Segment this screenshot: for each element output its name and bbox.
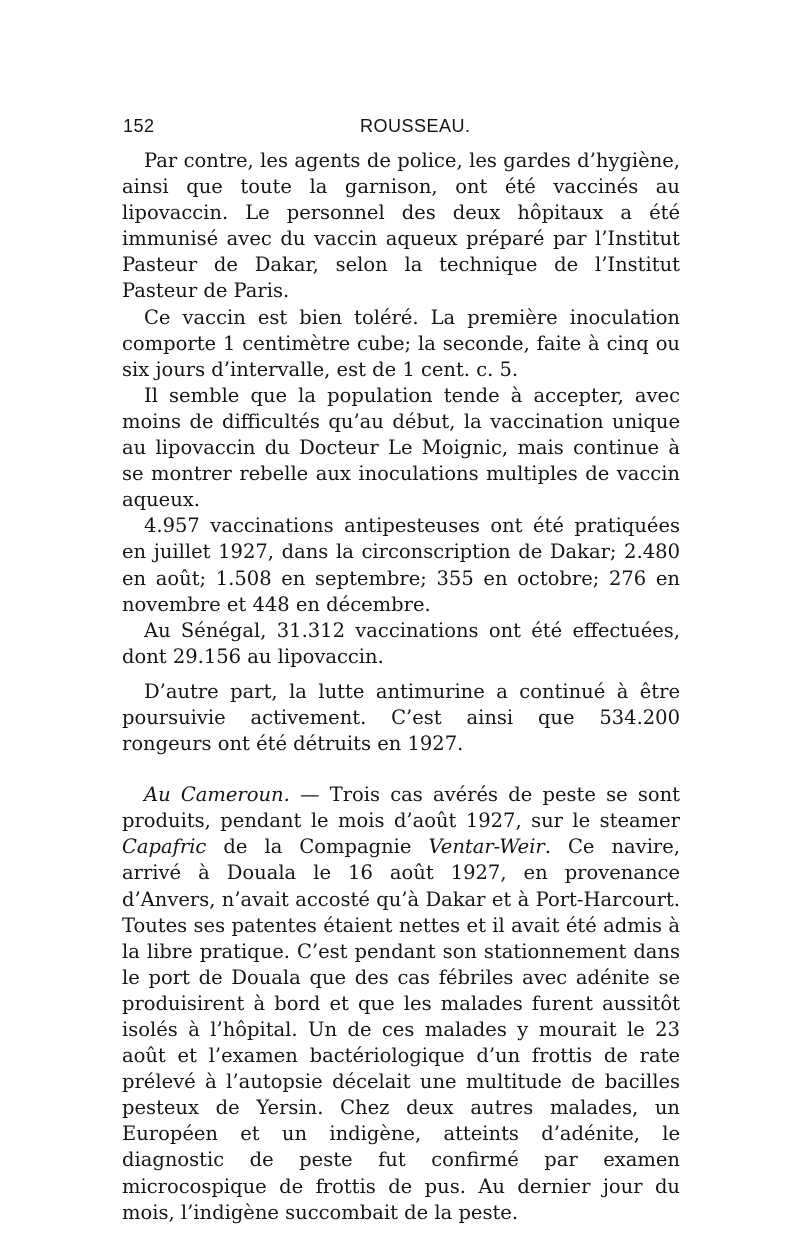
paragraph-population-acceptance: Il semble que la population tende à accepter, avec moins de difficultés qu’au début, la vaccination unique au lipovaccin du Docteur Le Moignic, mais continue à se montrer rebelle aux inoculations multiples de vaccin aqueux. xyxy=(122,383,680,512)
paragraph-vaccination-counts: 4.957 vaccinations antipesteuses ont été pratiquées en juillet 1927, dans la circonscription de Dakar; 2.480 en août; 1.508 en septembre; 355 en octobre; 276 en novembre et 448 en décembre. xyxy=(122,514,680,616)
page-number: 152 xyxy=(123,116,155,136)
page-header xyxy=(123,116,683,144)
section-lead-cameroun: Au Cameroun. xyxy=(144,783,290,807)
paragraph-rodent-control: D’autre part, la lutte antimurine a continué à être poursuivie activement. C’est ainsi que 534.200 rongeurs ont été détruits en 1927. xyxy=(122,679,680,756)
body-text xyxy=(122,148,680,1226)
cameroun-text-b: de la Compagnie xyxy=(206,835,429,859)
cameroun-text-a: — Trois cas avérés de peste se sont produits, pendant le mois d’août 1927, sur le steamer xyxy=(122,783,681,833)
running-head: ROUSSEAU. xyxy=(360,116,471,136)
paragraph-vaccine-tolerance: Ce vaccin est bien toléré. La première inoculation comporte 1 centimètre cube; la seconde, faite à cinq ou six jours d’intervalle, est de 1 cent. c. 5. xyxy=(122,305,680,381)
paragraph-senegal: Au Sénégal, 31.312 vaccinations ont été effectuées, dont 29.156 au lipovaccin. xyxy=(122,618,680,668)
paragraph-cameroun xyxy=(122,782,680,1226)
company-name: Ventar-Weir xyxy=(428,835,545,859)
cameroun-text-c: . Ce navire, arrivé à Douala le 16 août 1927, en provenance d’Anvers, n’avait accosté qu’à Dakar et à Port-Harcourt. Toutes ses patentes étaient nettes et il avait été admis à la libre pratique. C’est pendant son stationnement dans le port de Douala que des cas fébriles avec adénite se produisirent à bord et que les malades furent aussitôt isolés à l’hôpital. Un de ces malades y mourait le 23 août et l’examen bactériologique d’un frottis de rate prélevé à l’autopsie décelait une multitude de bacilles pesteux de Yersin. Chez deux autres malades, un Européen et un indigène, atteints d’adénite, le diagnostic de peste fut confirmé par examen microcospique de frottis de pus. Au dernier jour du mois, l’indigène succombait de la peste. xyxy=(122,835,680,1224)
paragraph-police-vaccination: Par contre, les agents de police, les gardes d’hygiène, ainsi que toute la garnison, ont été vaccinés au lipovaccin. Le personnel des deux hôpitaux a été immunisé avec du vaccin aqueux préparé par l’Institut Pasteur de Dakar, selon la technique de l’Institut Pasteur de Paris. xyxy=(122,149,680,303)
ship-name: Capafric xyxy=(122,835,207,859)
